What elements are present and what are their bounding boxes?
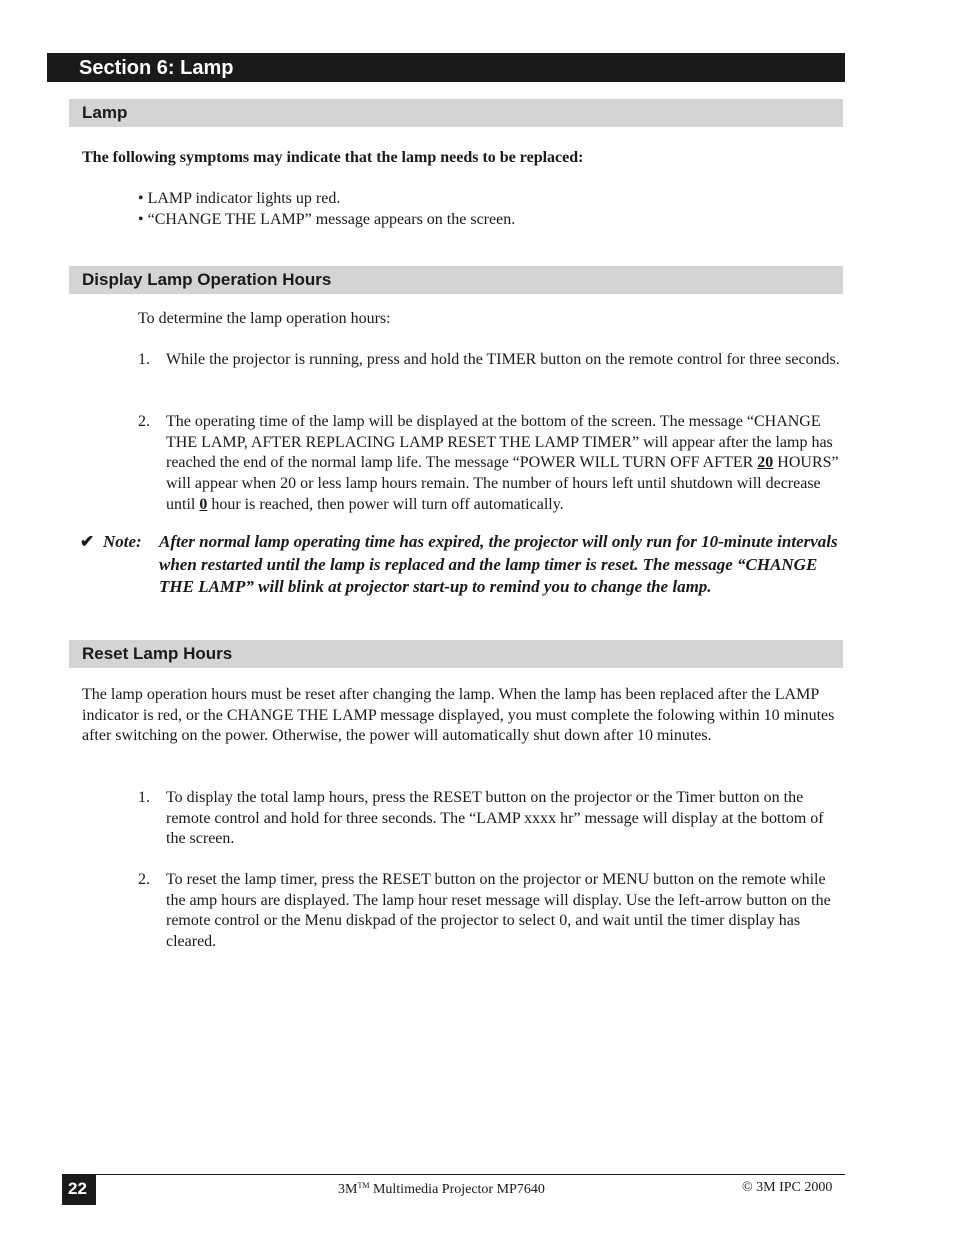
display-hours-intro: To determine the lamp operation hours: (138, 310, 391, 327)
footer-copyright: © 3M IPC 2000 (742, 1180, 833, 1195)
note-label: Note: (103, 532, 142, 551)
display-hours-heading-bar (69, 266, 843, 294)
display-hours-heading: Display Lamp Operation Hours (82, 270, 332, 289)
lamp-intro: The following symptoms may indicate that the lamp needs to be replaced: (82, 149, 584, 166)
step-text (166, 412, 842, 516)
page-number: 22 (68, 1179, 87, 1198)
footer-brand: 3M (338, 1182, 358, 1197)
lamp-heading-bar (69, 99, 843, 127)
step-number: 1. (138, 789, 150, 806)
step-number: 2. (138, 871, 150, 888)
reset-hours-heading: Reset Lamp Hours (82, 644, 233, 663)
section-header-bar (47, 53, 845, 82)
reset-hours-intro: The lamp operation hours must be reset after changing the lamp. When the lamp has been replaced after the LAMP indicator is red, or the CHANGE THE LAMP message displayed, you must complete the folowing within 10 minutes after switching on the power. Otherwise, the power will automatically shut down after 10 minutes. (82, 686, 835, 745)
zero-value: 0 (199, 495, 208, 513)
step-text: To reset the lamp timer, press the RESET button on the projector or MENU button on the remote while the amp hours are displayed. The lamp hour reset message will display. Use the left-arrow button on the remote control or the Menu diskpad of the projector to select 0, and wait until the timer display has cleared. (166, 871, 831, 951)
hours-value: 20 (757, 454, 774, 472)
step-number: 2. (138, 413, 150, 430)
lamp-bullet-2: • “CHANGE THE LAMP” message appears on the screen. (138, 211, 516, 228)
section-title: Section 6: Lamp (79, 57, 234, 79)
lamp-heading: Lamp (82, 103, 128, 122)
page-number-box (62, 1175, 96, 1205)
checkmark-icon: ✔ (80, 532, 95, 551)
step-text-part-1: The operating time of the lamp will be displayed at the bottom of the screen. The message “CHANGE THE LAMP, AFTER REPLACING LAMP RESET THE LAMP TIMER” will appear after the lamp has reached the end of the normal lamp life. The message “POWER WILL TURN OFF AFTER (166, 413, 833, 472)
footer-rule (62, 1174, 845, 1175)
lamp-bullet-1: • LAMP indicator lights up red. (138, 190, 341, 207)
step-text-part-3: hour is reached, then power will turn off automatically. (207, 495, 564, 513)
step-text: While the projector is running, press and hold the TIMER button on the remote control for three seconds. (166, 351, 840, 368)
reset-hours-heading-bar (69, 640, 843, 668)
note-text: After normal lamp operating time has expired, the projector will only run for 10-minute intervals when restarted until the lamp is replaced and the lamp timer is reset. The message “CHANGE THE LAMP” will blink at projector start-up to remind you to change the lamp. (159, 532, 838, 596)
trademark-symbol: TM (357, 1181, 370, 1190)
footer-product-name: Multimedia Projector MP7640 (369, 1182, 545, 1197)
step-text: To display the total lamp hours, press the RESET button on the projector or the Timer button on the remote control and hold for three seconds. The “LAMP xxxx hr” message will display at the bottom of the screen. (166, 789, 824, 848)
step-number: 1. (138, 351, 150, 368)
step-text-part-2: HOURS” will appear when 20 or less lamp hours remain. The number of hours left until shutdown will decrease until (166, 454, 839, 513)
footer-product (338, 1177, 545, 1199)
